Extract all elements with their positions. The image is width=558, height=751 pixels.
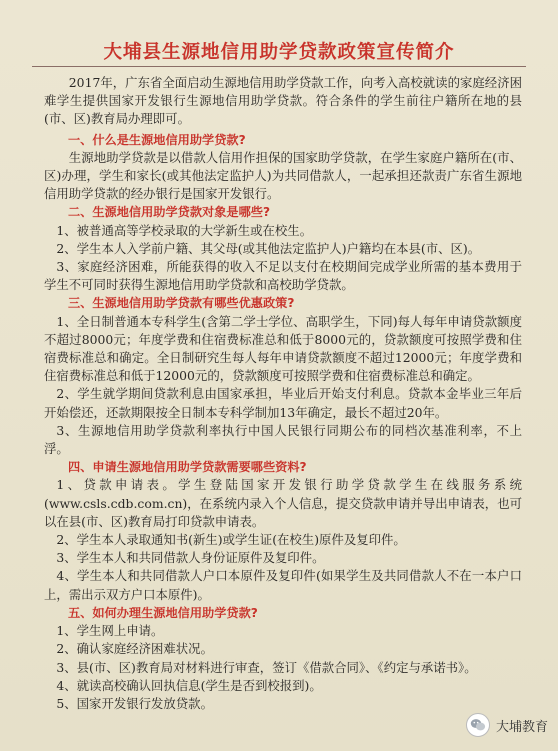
section-3-item: 2、学生就学期间贷款利息由国家承担，毕业后开始支付利息。贷款本金毕业三年后开始偿还，还款期限按全日制本专科学制加13年确定，最长不超过20年。 (44, 386, 522, 420)
section-heading-4: 四、申请生源地信用助学贷款需要哪些资料? (68, 460, 307, 475)
section-5-item: 3、县(市、区)教育局对材料进行审查，签订《借款合同》、《约定与承诺书》。 (56, 659, 477, 675)
section-4-item: 3、学生本人和共同借款人身份证原件及复印件。 (56, 550, 325, 566)
wechat-icon (466, 713, 490, 737)
section-5-item: 2、确认家庭经济困难状况。 (56, 641, 213, 657)
section-5-item: 4、就读高校确认回执信息(学生是否到校报到)。 (56, 677, 322, 693)
section-5-item: 1、学生网上申请。 (56, 623, 164, 639)
section-4-item: 1、贷款申请表。学生登陆国家开发银行助学贷款学生在线服务系统(www.csls.cdb.com.cn)，在系统内录入个人信息，提交贷款申请并导出申请表，也可以在县(市、区)教育局打印贷款申请表。 (44, 477, 522, 529)
section-3-item: 1、全日制普通本专科学生(含第二学士学位、高职学生，下同)每人每年申请贷款额度不超过8000元；年度学费和住宿费标准总和低于8000元的，贷款额度可按照学费和住宿费标准总和确定。全日制研究生每人每年申请贷款额度不超过12000元；年度学费和住宿费标准总和低于12000元的，贷款额度可按照学费和住宿费标准总和确定。 (44, 313, 522, 384)
title-divider (32, 66, 526, 67)
section-2-item: 2、学生本人入学前户籍、其父母(或其他法定监护人)户籍均在本县(市、区)。 (56, 240, 481, 256)
section-1-paragraph: 生源地助学贷款是以借款人信用作担保的国家助学贷款，在学生家庭户籍所在(市、区)办理，学生和家长(或其他法定监护人)为共同借款人，一起承担还款责广东省生源地信用助学贷款的经办银行是国家开发银行。 (44, 149, 522, 202)
section-4-item: 4、学生本人和共同借款人户口本原件及复印件(如果学生及共同借款人不在一本户口上，需出示双方户口本原件)。 (44, 568, 522, 602)
wechat-watermark (466, 713, 548, 737)
section-heading-2: 二、生源地信用助学贷款对象是哪些? (68, 205, 271, 220)
section-3-item: 3、生源地信用助学贷款利率执行中国人民银行同期公布的同档次基准利率，不上浮。 (44, 422, 522, 457)
section-4-item: 2、学生本人录取通知书(新生)或学生证(在校生)原件及复印件。 (56, 532, 406, 548)
section-5-item: 5、国家开发银行发放贷款。 (56, 695, 213, 711)
intro-paragraph: 2017年，广东省全面启动生源地信用助学贷款工作，向考入高校就读的家庭经济困难学生提供国家开发银行生源地信用助学贷款。符合条件的学生前往户籍所在地的县(市、区)教育局办理即可。 (44, 75, 522, 127)
watermark-text: 大埔教育 (495, 719, 548, 735)
section-heading-5: 五、如何办理生源地信用助学贷款? (68, 605, 258, 620)
section-2-item: 1、被普通高等学校录取的大学新生或在校生。 (56, 222, 313, 238)
section-heading-3: 三、生源地信用助学贷款有哪些优惠政策? (68, 296, 295, 311)
document-title: 大埔县生源地信用助学贷款政策宣传简介 (103, 42, 455, 63)
document-body (44, 74, 522, 713)
section-2-item: 3、家庭经济困难，所能获得的收入不足以支付在校期间完成学业所需的基本费用于学生不可同时获得生源地信用助学贷款和高校助学贷款。 (44, 259, 522, 293)
section-heading-1: 一、什么是生源地信用助学贷款? (68, 132, 246, 147)
